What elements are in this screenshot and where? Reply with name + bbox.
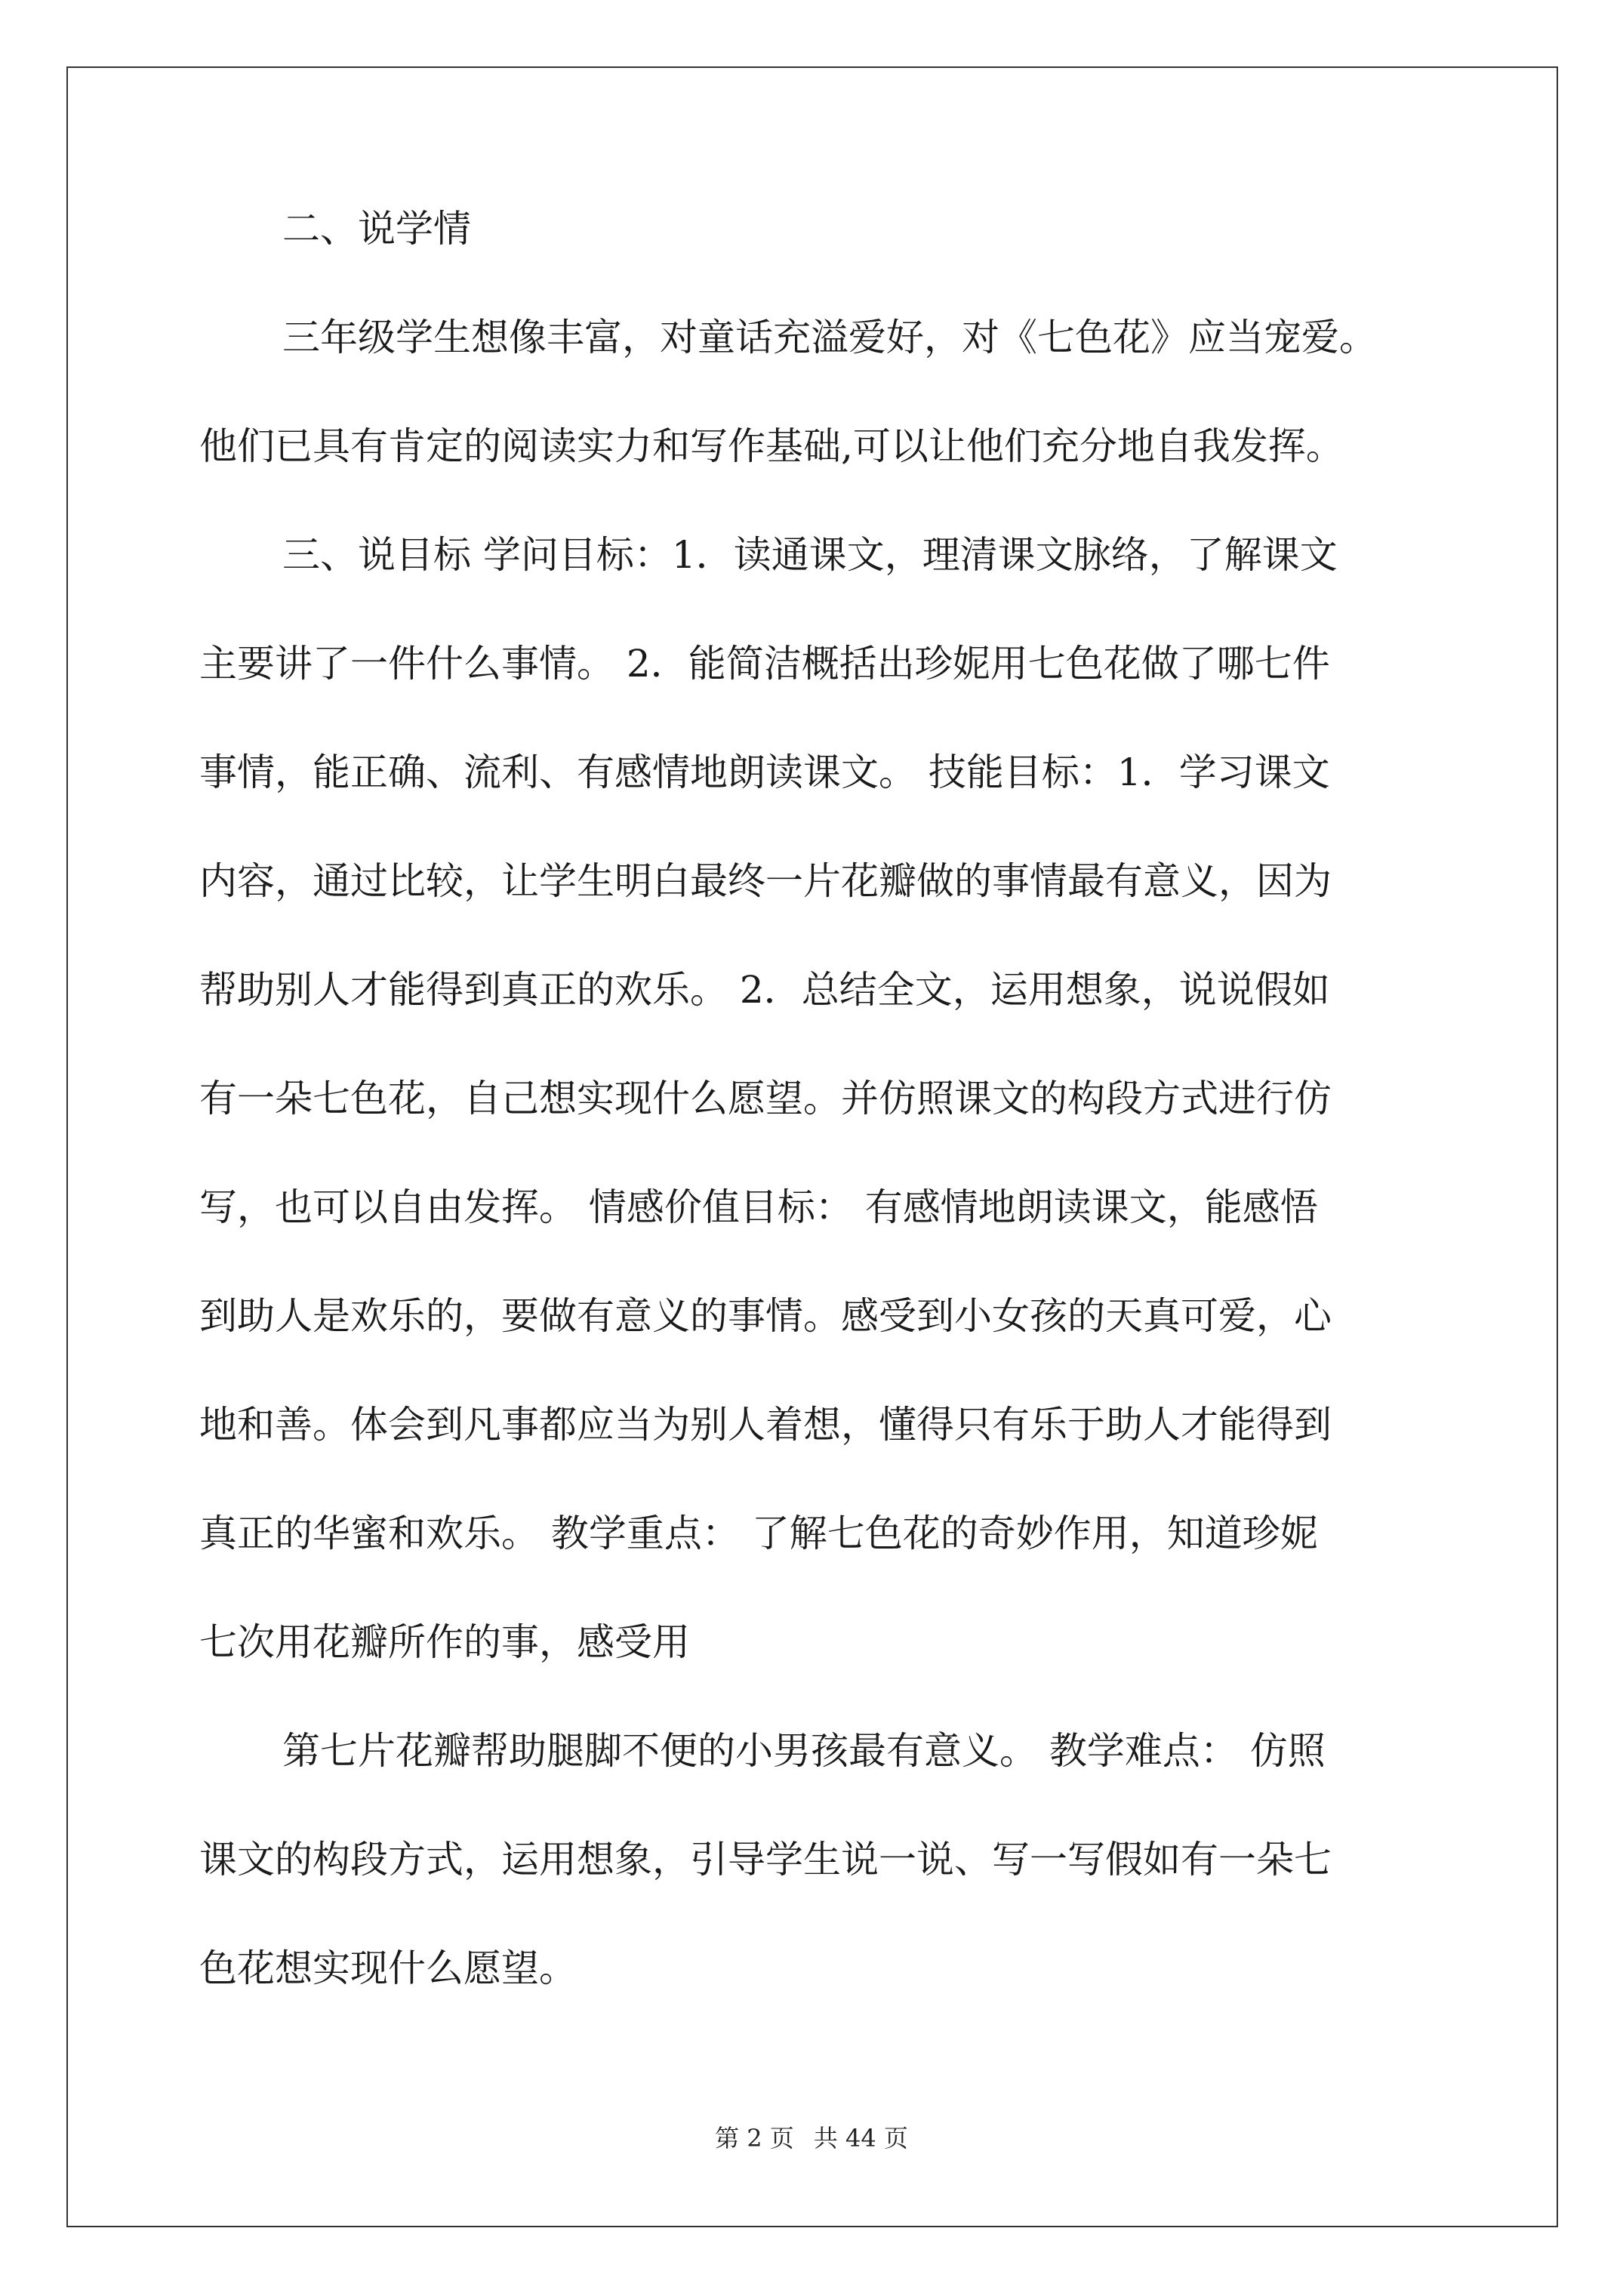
paragraph-line: 三、说目标 学问目标：1．读通课文，理清课文脉络，了解课文 xyxy=(282,533,1338,577)
paragraph-line: 真正的华蜜和欢乐。 教学重点： 了解七色花的奇妙作用，知道珍妮 xyxy=(199,1512,1318,1555)
paragraph-line: 写，也可以自由发挥。 情感价值目标： 有感情地朗读课文，能感悟 xyxy=(199,1185,1318,1229)
paragraph-line: 二、说学情 xyxy=(282,207,471,251)
paragraph-line: 到助人是欢乐的，要做有意义的事情。感受到小女孩的天真可爱，心 xyxy=(199,1294,1332,1338)
paragraph-line: 色花想实现什么愿望。 xyxy=(199,1946,577,1990)
paragraph-line: 有一朵七色花，自己想实现什么愿望。并仿照课文的构段方式进行仿 xyxy=(199,1077,1332,1120)
heading-student-analysis xyxy=(199,207,1427,319)
paragraph-teaching-difficulty xyxy=(199,1729,1427,2058)
paragraph-line: 课文的构段方式，运用想象，引导学生说一说、写一写假如有一朵七 xyxy=(199,1838,1332,1881)
page-footer xyxy=(0,2123,1623,2153)
page-number: 第 2 页 xyxy=(715,2124,794,2153)
paragraph-line: 内容，通过比较，让学生明白最终一片花瓣做的事情最有意义，因为 xyxy=(199,859,1332,903)
paragraph-line: 主要讲了一件什么事情。 2．能简洁概括出珍妮用七色花做了哪七件 xyxy=(199,642,1330,686)
paragraph-line: 三年级学生想像丰富，对童话充溢爱好，对《七色花》应当宠爱。 xyxy=(282,316,1377,359)
page-total: 共 44 页 xyxy=(813,2124,908,2153)
paragraph-objectives xyxy=(199,533,1427,1732)
paragraph-line: 他们已具有肯定的阅读实力和写作基础,可以让他们充分地自我发挥。 xyxy=(199,424,1344,468)
paragraph-line: 七次用花瓣所作的事，感受用 xyxy=(199,1620,690,1664)
paragraph-line: 事情，能正确、流利、有感情地朗读课文。 技能目标：1．学习课文 xyxy=(199,750,1330,794)
paragraph-student-analysis xyxy=(199,316,1427,536)
paragraph-line: 地和善。体会到凡事都应当为别人着想，懂得只有乐于助人才能得到 xyxy=(199,1403,1332,1447)
paragraph-line: 帮助别人才能得到真正的欢乐。 2．总结全文，运用想象，说说假如 xyxy=(199,968,1330,1012)
paragraph-line: 第七片花瓣帮助腿脚不便的小男孩最有意义。 教学难点： 仿照 xyxy=(282,1729,1326,1773)
document-body xyxy=(199,207,1427,2058)
